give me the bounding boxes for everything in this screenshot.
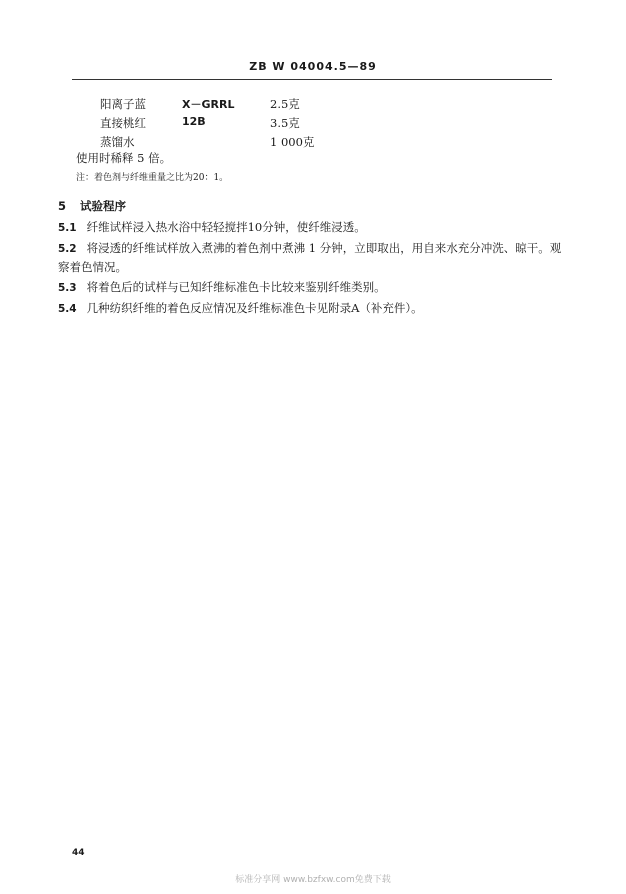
ingredient-name: 直接桃红: [100, 116, 146, 130]
ingredient-quantity: 3.5克: [270, 116, 300, 130]
clause-number: 5.1: [58, 222, 77, 234]
clause-text: 将浸透的纤维试样放入煮沸的着色剂中煮沸 1 分钟，立即取出，用自来水充分冲洗、晾干。观察着色情况。: [58, 241, 562, 274]
section-title: 试验程序: [80, 199, 127, 213]
clause-text: 纤维试样浸入热水浴中轻轻搅拌10分钟，使纤维浸透。: [86, 220, 366, 234]
ingredient-quantity: 2.5克: [270, 97, 300, 111]
ingredient-quantity: 1 000克: [270, 135, 315, 149]
clause-text: 将着色后的试样与已知纤维标准色卡比较来鉴别纤维类别。: [86, 280, 386, 294]
clause-item: [58, 218, 568, 237]
standard-code-header: ZB W 04004.5—89: [249, 60, 377, 73]
watermark-text: 标准分享网 www.bzfxw.com免费下载: [235, 875, 391, 885]
section-heading: [58, 198, 126, 214]
clause-number: 5.2: [58, 243, 77, 255]
footnote: 注：着色剂与纤维重量之比为20：1。: [76, 173, 229, 183]
clause-text: 几种纺织纤维的着色反应情况及纤维标准色卡见附录A（补充件）。: [86, 301, 423, 315]
section-number: 5: [58, 199, 67, 213]
clause-item: [58, 299, 568, 318]
clause-item: [58, 239, 568, 276]
ingredient-name: 阳离子蓝: [100, 97, 146, 111]
clause-list: [58, 218, 568, 320]
ingredient-name: 蒸馏水: [100, 135, 135, 149]
clause-number: 5.4: [58, 303, 77, 315]
dilution-instruction: 使用时稀释 5 倍。: [76, 151, 172, 165]
clause-item: [58, 278, 568, 297]
header-divider: [72, 79, 552, 80]
page-number: 44: [72, 848, 85, 858]
ingredient-code: 12B: [182, 115, 206, 128]
ingredient-code: X－GRRL: [182, 98, 235, 111]
clause-number: 5.3: [58, 282, 77, 294]
